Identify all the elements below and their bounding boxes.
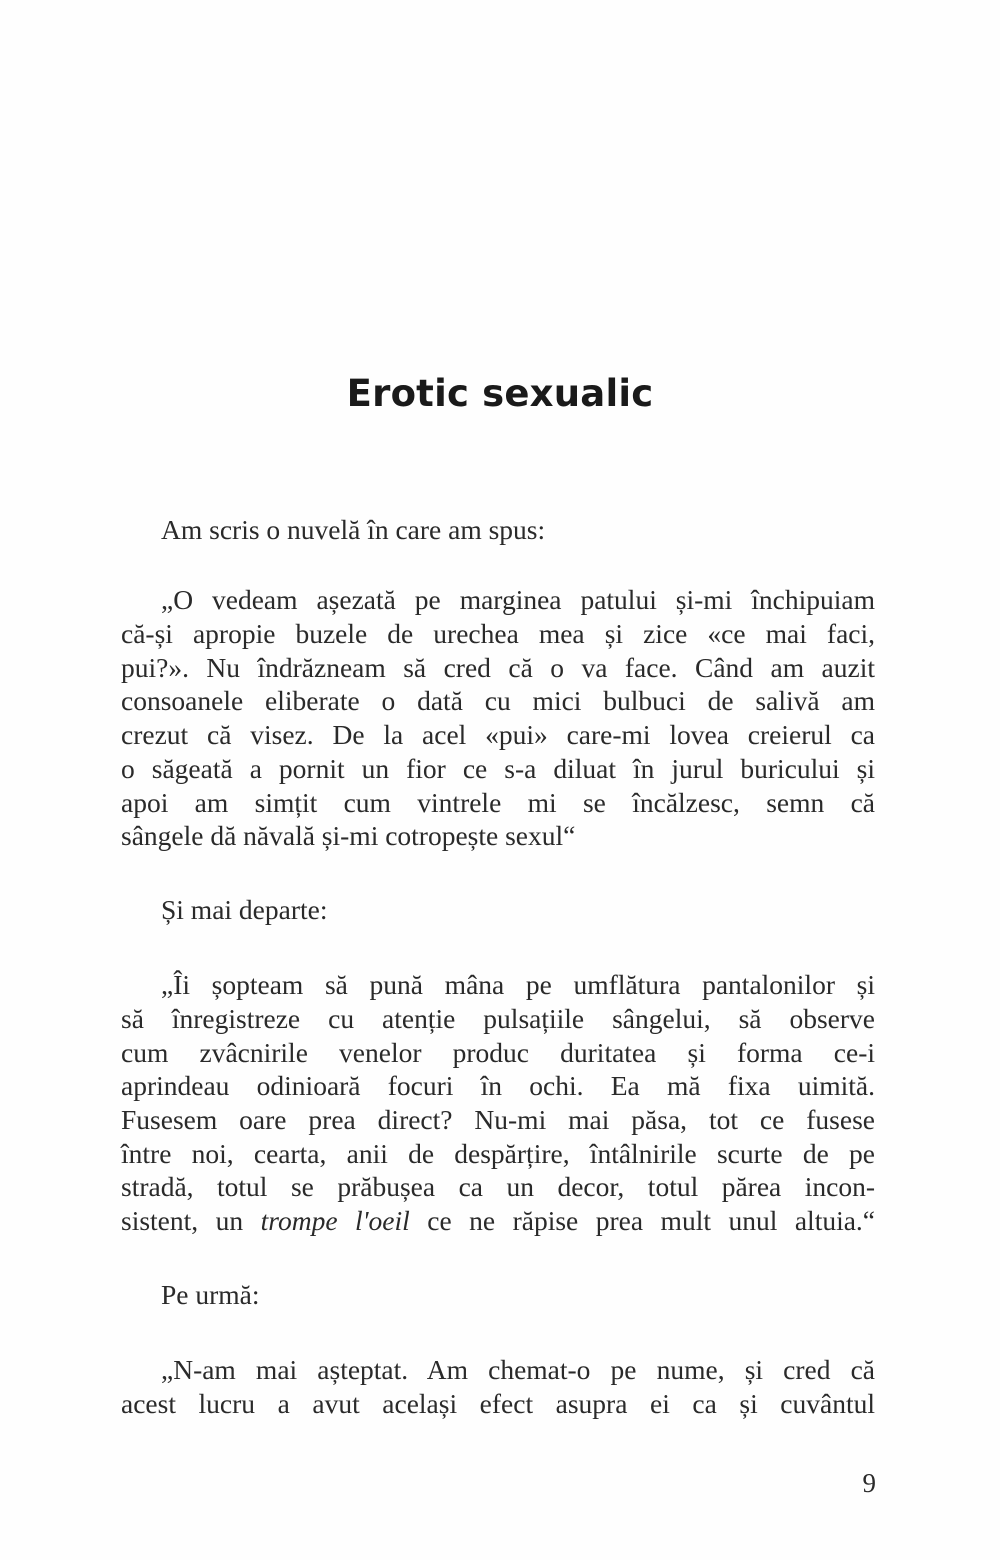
paragraph-line: stradă, totul se prăbușea ca un decor, totul părea incon-	[121, 1171, 875, 1202]
page-number: 9	[862, 1468, 876, 1498]
transition-line: Pe urmă:	[161, 1279, 260, 1310]
paragraph-line: consoanele eliberate o dată cu mici bulbuci de salivă am	[121, 685, 875, 716]
chapter-title: Erotic sexualic	[346, 372, 654, 415]
paragraph-line: sângele dă năvală și-mi cotropește sexul“	[121, 820, 576, 851]
paragraph-line: acest lucru a avut același efect asupra ei ca și cuvântul	[121, 1388, 875, 1419]
paragraph-line: aprindeau odinioară focuri în ochi. Ea mă fixa uimită.	[121, 1070, 875, 1101]
paragraph-line: pui?». Nu îndrăzneam să cred că o va face. Când am auzit	[121, 652, 875, 683]
paragraph-line: să înregistreze cu atenție pulsațiile sângelui, să observe	[121, 1003, 875, 1034]
paragraph-line: că-și apropie buzele de urechea mea și zice «ce mai faci,	[121, 618, 875, 649]
paragraph-line: o săgeată a pornit un fior ce s-a diluat în jurul buricului și	[121, 753, 875, 784]
text-segment: sistent, un	[121, 1205, 261, 1236]
intro-line: Am scris o nuvelă în care am spus:	[161, 514, 546, 545]
transition-line: Și mai departe:	[161, 894, 328, 925]
paragraph-line: „O vedeam așezată pe marginea patului și-mi închipuiam	[161, 584, 875, 615]
paragraph-line: apoi am simțit cum vintrele mi se încălzesc, semn că	[121, 787, 875, 818]
paragraph-line	[121, 1204, 875, 1238]
text-segment: ce ne răpise prea mult unul altuia.“	[409, 1205, 876, 1236]
paragraph-line: „N-am mai așteptat. Am chemat-o pe nume, și cred că	[161, 1354, 875, 1385]
italic-phrase: trompe l'oeil	[260, 1205, 410, 1236]
paragraph-line: între noi, cearta, anii de despărțire, întâlnirile scurte de pe	[121, 1138, 875, 1169]
paragraph-line: crezut că visez. De la acel «pui» care-mi lovea creierul ca	[121, 719, 875, 750]
paragraph-line: cum zvâcnirile venelor produc duritatea și forma ce-i	[121, 1037, 875, 1068]
paragraph-line: Fusesem oare prea direct? Nu-mi mai păsa, tot ce fusese	[121, 1104, 875, 1135]
paragraph-line: „Îi șopteam să pună mâna pe umflătura pantalonilor și	[161, 969, 875, 1000]
